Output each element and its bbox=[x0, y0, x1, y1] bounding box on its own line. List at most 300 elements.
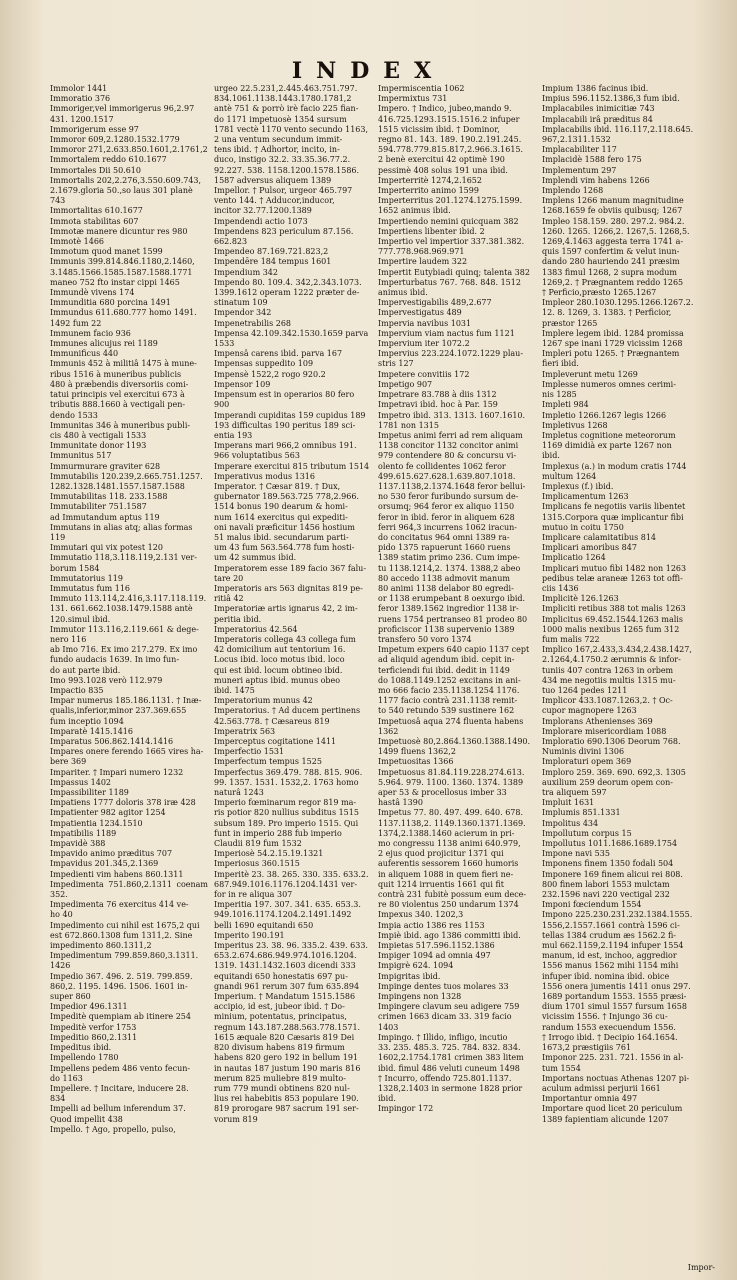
index-line: ritiâ 42 bbox=[214, 594, 244, 604]
index-line: Imperatorium munus 42 bbox=[214, 696, 313, 706]
index-line: Imperatorius 42.564 bbox=[214, 624, 298, 634]
index-line: ruens 1754 pertranseo 81 prodeo 80 bbox=[378, 614, 528, 624]
index-line: Imperatrix 563 bbox=[214, 726, 276, 736]
index-line: Impedimenta 751.860,2.1311 coenam 352. bbox=[50, 879, 208, 900]
index-line: Impatibilis 1189 bbox=[50, 828, 117, 838]
index-line: Impinge dentes tuos molares 33 bbox=[378, 981, 509, 991]
index-line: Impius 596.1152.1386,3 fum ibid. bbox=[542, 94, 680, 104]
index-line: aper 53 & procellosus imber 33 bbox=[378, 788, 507, 798]
index-line: Impensas suppedito 109 bbox=[214, 359, 314, 369]
index-line: pessimè 408 solus 191 una ibid. bbox=[378, 165, 508, 175]
index-line: tuniis 407 contra 1263 in orbem bbox=[542, 665, 674, 675]
index-line: habens 820 gero 192 in bellum 191 bbox=[214, 1053, 359, 1063]
index-line: Impolitus 434 bbox=[542, 818, 599, 828]
index-line: Impenetrabilis 268 bbox=[214, 318, 292, 328]
index-line: Impertit Eutybiadi quinq; talenta 382 bbox=[378, 267, 530, 277]
index-line: Impedimentum 799.859.860,3.1311. bbox=[50, 951, 199, 961]
index-line: 80 animi 1138 delabor 80 egredi- bbox=[378, 583, 514, 593]
index-line: Immundus 611.680.777 homo 1491. bbox=[50, 308, 197, 318]
index-line: naturâ 1243 bbox=[214, 788, 264, 798]
index-line: incitor 32.77.1200.1389 bbox=[214, 206, 312, 216]
index-line: Imperatoris ars 563 dignitas 819 pe- bbox=[214, 583, 363, 593]
index-line: ab Imo 716. Ex imo 217.279. Ex imo bbox=[50, 645, 198, 655]
index-line: quis 1597 confertim & velut inun- bbox=[542, 247, 680, 257]
index-line: Impervium iter 1072.2 bbox=[378, 339, 470, 349]
index-line: Impensâ carens ibid. parva 167 bbox=[214, 349, 343, 359]
index-line: Impluit 1631 bbox=[542, 798, 595, 808]
index-line: merum 825 muliebre 819 multo- bbox=[214, 1073, 346, 1083]
index-line: Imperare exercitui 815 tributum 1514 bbox=[214, 461, 370, 471]
index-line: 1499 fluens 1362,2 bbox=[378, 747, 456, 757]
index-line: 1492 fum 22 bbox=[50, 318, 102, 328]
index-line: crimen 1663 dicam 33. 319 facio bbox=[378, 1012, 512, 1022]
index-line: Impia actio 1386 res 1153 bbox=[378, 920, 485, 930]
index-line: pido 1375 rapuerunt 1660 ruens bbox=[378, 543, 511, 553]
index-line: do 1171 impetuosè 1354 sursum bbox=[214, 114, 347, 124]
index-line: borum 1584 bbox=[50, 563, 100, 573]
index-line: in aliquem 1088 in quem fieri ne- bbox=[378, 869, 514, 879]
index-line: Imperio fœminarum regor 819 ma- bbox=[214, 798, 357, 808]
index-line: Impendo 80. 109.4. 342,2.343.1073. bbox=[214, 277, 362, 287]
index-line: 1374,2.1388.1460 acierum in pri- bbox=[378, 828, 515, 838]
index-line: Implicamentum 1263 bbox=[542, 492, 629, 502]
index-line: 662.823 bbox=[214, 237, 248, 247]
index-line: 1000 malis nexibus 1265 fum 312 bbox=[542, 624, 680, 634]
index-line: Immutor 113.116,2.119.661 & dege- bbox=[50, 624, 199, 634]
index-line: Impelli ad bellum inferendum 37. bbox=[50, 1104, 186, 1114]
index-line: tens ibid. † Adhortor, incito, in- bbox=[214, 145, 340, 155]
index-line: Impertiens libenter ibid. 2 bbox=[378, 226, 485, 236]
index-line: Impervestigabilis 489,2.677 bbox=[378, 298, 492, 308]
index-line: Implorare misericordiam 1088 bbox=[542, 726, 667, 736]
index-line: dendo 1533 bbox=[50, 410, 98, 420]
index-line: 1602,2.1754.1781 crimen 383 litem bbox=[378, 1053, 524, 1063]
index-line: 1673,2 præstigiis 761 bbox=[542, 1043, 632, 1053]
index-line: tuo 1264 pedes 1211 bbox=[542, 685, 628, 695]
index-line: Implacabilis ibid. 116.117,2.118.645. bbox=[542, 124, 694, 134]
index-line: † Perficio,præsto 1265.1267 bbox=[542, 288, 657, 298]
index-line: Implicari mutuo fibi 1482 non 1263 bbox=[542, 563, 687, 573]
index-line: 1689 portandum 1553. 1555 præsi- bbox=[542, 992, 687, 1002]
index-line: Immuto 113.114,2.416,3.117.118.119. bbox=[50, 594, 207, 604]
index-line: Impexus 340. 1202,3 bbox=[378, 910, 464, 920]
index-line: Impertio vel impertior 337.381.382. bbox=[378, 237, 525, 247]
index-line: 193 difficultas 190 peritus 189 sci- bbox=[214, 420, 356, 430]
index-line: Imo 993.1028 verò 112.979 bbox=[50, 675, 163, 685]
index-line: Imperitia 197. 307. 341. 635. 653.3. bbox=[214, 900, 361, 910]
index-line: Immortalis 202,2.276,3.550.609.743, bbox=[50, 175, 202, 185]
index-line: Impono 225.230.231.232.1384.1555. bbox=[542, 910, 693, 920]
page-header: INDEX bbox=[291, 58, 446, 84]
index-line: 834.1061.1138.1443.1780.1781,2 bbox=[214, 94, 352, 104]
index-line: funt in imperio 288 fub imperio bbox=[214, 828, 342, 838]
index-line: 1615 æquale 820 Cæsaris 819 Dei bbox=[214, 1032, 355, 1042]
index-line: proficiscor 1138 supervenio 1389 bbox=[378, 624, 515, 634]
index-line: Immutabilis 120.239,2.665.751.1257. bbox=[50, 471, 203, 481]
index-line: Immotè 1466 bbox=[50, 237, 104, 247]
index-line: Numinis divini 1306 bbox=[542, 747, 625, 757]
index-line: Imperturbatus 767. 768. 848. 1512 bbox=[378, 277, 521, 287]
index-line: 1138 concitor 1132 concitor animi bbox=[378, 441, 519, 451]
index-line: vicissim 1556. † Injungo 36 cu- bbox=[542, 1012, 668, 1022]
index-line: Impigrè 624. 1094 bbox=[378, 961, 454, 971]
index-line: † Irrogo ibid. † Decipio 164.1654. bbox=[542, 1032, 678, 1042]
index-line: Impar numerus 185.186.1131. † Inæ- bbox=[50, 696, 202, 706]
index-line: gnandi 961 rerum 307 fum 635.894 bbox=[214, 981, 360, 991]
index-line: 1389 fapientiam alicunde 1207 bbox=[542, 1114, 669, 1124]
index-line: ris potior 820 nullius subditus 1515 bbox=[214, 808, 359, 818]
index-line: animus ibid. bbox=[378, 288, 428, 298]
index-line: Impedior 496.1311 bbox=[50, 1002, 128, 1012]
index-line: Impedimento cui nihil est 1675,2 qui bbox=[50, 920, 200, 930]
index-line: Immoriger,vel immorigerus 96,2.97 bbox=[50, 104, 195, 114]
index-line: Impensa 42.109.342.1530.1659 parva bbox=[214, 328, 369, 338]
index-line: Implicitus 69.452.1544.1263 malis bbox=[542, 614, 683, 624]
index-line: 594.778.779.815.817,2.966.3.1615. bbox=[378, 145, 524, 155]
index-line: Immorigerum esse 97 bbox=[50, 124, 139, 134]
index-line: Impleri potu 1265. † Prægnantem bbox=[542, 349, 680, 359]
index-line: Impetravi ibid. hoc à Par. 159 bbox=[378, 400, 498, 410]
index-line: 819 prorogare 987 sacrum 191 ser- bbox=[214, 1104, 359, 1114]
index-line: olento fe collidentes 1062 feror bbox=[378, 461, 506, 471]
index-line: 1268.1659 fe obviis quibusq; 1267 bbox=[542, 206, 683, 216]
index-line: ibid. bbox=[542, 451, 560, 461]
index-line: ad aliquid agendum ibid. cepit in- bbox=[378, 655, 515, 665]
index-line: Implicari amoribus 847 bbox=[542, 543, 637, 553]
index-line: Implacabiles inimicitiæ 743 bbox=[542, 104, 655, 114]
index-line: 979 contendere 80 & concursu vi- bbox=[378, 451, 517, 461]
index-line: Impleor 280.1030.1295.1266.1267.2. bbox=[542, 298, 694, 308]
index-line: 42 domicilium aut tentorium 16. bbox=[214, 645, 346, 655]
index-line: Impervestigatus 489 bbox=[378, 308, 462, 318]
index-line: Imparatus 506.862.1414.1416 bbox=[50, 737, 174, 746]
index-line: or 1138 erumpebant 8 oexurgo ibid. bbox=[378, 594, 526, 604]
index-line: Implicor 433.1087.1263,2. † Oc- bbox=[542, 696, 673, 706]
index-line: re 80 violentus 250 undarum 1374 bbox=[378, 900, 519, 910]
index-line: Impeditio 860,2.1311 bbox=[50, 1032, 138, 1042]
index-line: Impetuosus 81.84.119.228.274.613. bbox=[378, 767, 525, 777]
index-line: 1267 spe inani 1729 vicissim 1268 bbox=[542, 339, 683, 349]
index-line: Implorans Athenienses 369 bbox=[542, 716, 653, 726]
index-line: Immunditia 680 porcina 1491 bbox=[50, 298, 171, 308]
index-line: ad Immutandum aptus 119 bbox=[50, 512, 160, 522]
index-line: regno 81. 143. 189. 190.2.191.245. bbox=[378, 135, 522, 145]
index-line: fundo audacis 1639. In imo fun- bbox=[50, 655, 180, 665]
index-line: ho 40 bbox=[50, 910, 73, 920]
index-line: Impigritas ibid. bbox=[378, 971, 441, 981]
index-line: Immunis 452 à militiâ 1475 à mune- bbox=[50, 359, 197, 369]
index-line: 1781 vectè 1170 vento secundo 1163, bbox=[214, 124, 369, 134]
index-line: qualis,inferior,minor 237.369.655 bbox=[50, 706, 187, 716]
index-columns bbox=[50, 84, 700, 1274]
index-line: Immutans in alias atq; alias formas bbox=[50, 522, 193, 532]
index-line: nero 116 bbox=[50, 634, 87, 644]
index-line: antè 751 & porrò irè facio 225 fian- bbox=[214, 104, 359, 114]
index-line: vorum 819 bbox=[214, 1114, 258, 1124]
index-line: Impendens 823 periculum 87.156. bbox=[214, 226, 354, 236]
index-line: Impatienter 982 agitor 1254 bbox=[50, 808, 166, 818]
index-line: Impervium viam nactus fum 1121 bbox=[378, 328, 515, 338]
index-line: mo congressu 1138 animi 640.979, bbox=[378, 839, 521, 849]
index-line: Impiè ibid. ago 1386 committi ibid. bbox=[378, 930, 521, 940]
index-line: Impleti 984 bbox=[542, 400, 589, 410]
index-line: 1781 non 1315 bbox=[378, 420, 439, 430]
index-line: muneri aptus ibid. munus obeo bbox=[214, 675, 341, 685]
index-line: Impetum expers 640 capio 1137 cept bbox=[378, 645, 530, 655]
index-column-1 bbox=[50, 84, 208, 1274]
index-line: Immoror 271,2.633.850.1601,2.1761,2 bbox=[50, 145, 208, 155]
index-line: Imperterritè 1274,2.1652 bbox=[378, 175, 482, 185]
index-line: ibid. 1475 bbox=[214, 685, 255, 695]
index-line: Immutabilitas 118. 233.1588 bbox=[50, 492, 168, 502]
index-line: 499.615.627.628.1.639.807.1018. bbox=[378, 471, 516, 481]
index-line: Imperator. † Cæsar 819. † Dux, bbox=[214, 481, 341, 491]
index-line: 5.964. 979. 1100. 1360. 1374. 1389 bbox=[378, 777, 524, 787]
index-line: Implendo 1268 bbox=[542, 186, 604, 196]
index-line: 653.2.674.686.949.974.1016.1204. bbox=[214, 951, 357, 961]
index-line: 777.778.968.969.971 bbox=[378, 247, 465, 257]
index-line: for in re aliqua 307 bbox=[214, 890, 293, 900]
index-line: Imperiosè 54.2.15.19.1321 bbox=[214, 849, 324, 859]
index-line: maneo 752 fto instar cippi 1465 bbox=[50, 277, 180, 287]
index-line: Impingor 172 bbox=[378, 1104, 434, 1114]
index-line: Impellere. † Incitare, inducere 28. bbox=[50, 1083, 189, 1093]
index-line: Impeditè verfor 1753 bbox=[50, 1022, 137, 1032]
index-line: Implendi vim habens 1266 bbox=[542, 175, 650, 185]
index-line: Claudii 819 fum 1532 bbox=[214, 839, 302, 849]
index-line: 1319. 1431.1432.1603 dicendi 333 bbox=[214, 961, 356, 971]
index-line: 834 bbox=[50, 1094, 66, 1104]
index-line: 1169 dimidià ex parte 1267 non bbox=[542, 441, 672, 451]
index-line: 416.725.1293.1515.1516.2 infuper bbox=[378, 114, 520, 124]
index-line: Impavidè 388 bbox=[50, 839, 106, 849]
index-line: 1514 bonus 190 dearum & homi- bbox=[214, 502, 348, 512]
index-line: Impingo. † Illido, infligo, incutio bbox=[378, 1032, 508, 1042]
index-line: Immutabiliter 751.1587 bbox=[50, 502, 147, 512]
index-line: Impedimenta 76 exercitus 414 ve- bbox=[50, 900, 189, 910]
index-line: Imperativus modus 1316 bbox=[214, 471, 315, 481]
index-line: Implexus (a.) in modum cratis 1744 bbox=[542, 461, 687, 471]
index-line: Impermiscentia 1062 bbox=[378, 84, 465, 93]
index-line: Immortales Dii 50.610 bbox=[50, 165, 141, 175]
index-line: tu 1138.1214,2. 1374. 1388,2 abeo bbox=[378, 563, 521, 573]
index-line: minium, potentatus, principatus, bbox=[214, 1012, 347, 1022]
index-line: Immotum quod manet 1599 bbox=[50, 247, 163, 257]
index-line: Impletivus 1268 bbox=[542, 420, 608, 430]
index-line: 1315.Corpora quæ implicantur fibi bbox=[542, 512, 684, 522]
index-line: Implacabili irâ præditus 84 bbox=[542, 114, 653, 124]
index-line: Impeditus ibid. bbox=[50, 1043, 112, 1053]
index-line: Imploraturi opem 369 bbox=[542, 757, 632, 767]
index-line: Impermixtus 731 bbox=[378, 94, 448, 104]
index-line: Imponere 169 finem alicui rei 808. bbox=[542, 869, 683, 879]
index-line: Impendium 342 bbox=[214, 267, 278, 277]
index-line: Imparatè 1415.1416 bbox=[50, 726, 133, 736]
index-line: Implesse numeros omnes cerimi- bbox=[542, 379, 676, 389]
index-line: Impingens non 1328 bbox=[378, 992, 462, 1002]
index-line: Impensum est in operarios 80 fero bbox=[214, 390, 355, 400]
index-line: 80 accedo 1138 admovit manum bbox=[378, 573, 510, 583]
index-line: Impleo 158.159. 280. 297.2. 984.2. bbox=[542, 216, 685, 226]
index-line: Impetere convitiis 172 bbox=[378, 369, 470, 379]
index-line: 743 bbox=[50, 196, 66, 206]
index-line: Immutatus fum 116 bbox=[50, 583, 130, 593]
index-line: Immunificus 440 bbox=[50, 349, 119, 359]
index-line: Implicitè 126.1263 bbox=[542, 594, 619, 604]
index-line: 2.1264,4.1750.2 ærumnis & infor- bbox=[542, 655, 681, 665]
index-line: 2.1679.gloria 50.,so laus 301 planè bbox=[50, 186, 193, 196]
index-line: Immunitus 517 bbox=[50, 451, 112, 461]
index-line: 1426 bbox=[50, 961, 71, 971]
index-line: Implicare calamitatibus 814 bbox=[542, 532, 657, 542]
index-line: mutuo in coitu 1750 bbox=[542, 522, 624, 532]
index-line: ibid. fimul 486 veluti cuneum 1498 bbox=[378, 1063, 520, 1073]
index-line: 1389 statim primo 236. Cum impe- bbox=[378, 553, 520, 563]
index-line: Impervius 223.224.1072.1229 plau- bbox=[378, 349, 524, 359]
index-line: 949.1016.1174.1204.2.1491.1492 bbox=[214, 910, 352, 920]
index-line: 1515 vicissim ibid. † Dominor, bbox=[378, 124, 500, 134]
index-line: 1383 fimul 1268, 2 supra modum bbox=[542, 267, 677, 277]
index-line: Impetuositas 1366 bbox=[378, 757, 454, 767]
index-line: rum 779 mundi obtinens 820 nul- bbox=[214, 1083, 350, 1093]
index-line: Imperiosus 360.1515 bbox=[214, 859, 300, 869]
index-line: 1556 manus 1562 mihi 1154 mihi bbox=[542, 961, 679, 971]
index-line: um 43 fum 563.564.778 fum hosti- bbox=[214, 543, 355, 553]
index-line: orsumq; 964 feror ex aliquo 1150 bbox=[378, 502, 515, 512]
index-line: 900 bbox=[214, 400, 230, 410]
index-line: tum 1554 bbox=[542, 1063, 581, 1073]
index-line: Implicans fe negotiis variis libentet bbox=[542, 502, 686, 512]
index-line: 2 ejus quod projicitur 1371 qui bbox=[378, 849, 504, 859]
index-line: 119 bbox=[50, 532, 66, 542]
index-line: Immutatio 118,3.118.119,2.131 ver- bbox=[50, 553, 197, 563]
index-line: Impensè 1522,2 rogo 920.2 bbox=[214, 369, 326, 379]
index-line: ribus 1516 à muneribus publicis bbox=[50, 369, 182, 379]
index-line: tra aliquem 597 bbox=[542, 788, 607, 798]
index-line: Imperfectio 1531 bbox=[214, 747, 285, 757]
index-line: 1403 bbox=[378, 1022, 399, 1032]
index-line: Immutari qui vix potest 120 bbox=[50, 543, 163, 553]
index-line: belli 1690 equitandi 650 bbox=[214, 920, 314, 930]
index-line: fieri ibid. bbox=[542, 359, 579, 369]
index-line: Impendendi actio 1073 bbox=[214, 216, 308, 226]
index-line: 687.949.1016.1176.1204.1431 ver- bbox=[214, 879, 358, 889]
index-line: Immota stabilitas 607 bbox=[50, 216, 139, 226]
index-line: auferentis sessorem 1660 humoris bbox=[378, 859, 519, 869]
index-line: num 1614 exercitus qui expediti- bbox=[214, 512, 348, 522]
index-line: Imperterrito animo 1599 bbox=[378, 186, 479, 196]
index-line: ibid. bbox=[378, 1094, 396, 1104]
index-line: Impatiens 1777 doloris 378 iræ 428 bbox=[50, 798, 196, 808]
index-line: 1556 onera jumentis 1411 onus 297. bbox=[542, 981, 691, 991]
index-line: Impervia navibus 1031 bbox=[378, 318, 472, 328]
index-line: aculum admissi perjurii 1661 bbox=[542, 1083, 661, 1093]
index-line: vento 144. † Adducor,inducor, bbox=[214, 196, 335, 206]
index-line: 120.simul ibid. bbox=[50, 614, 111, 624]
index-line: 1362 bbox=[378, 726, 399, 736]
index-line: mul 662.1159,2.1194 infuper 1554 bbox=[542, 941, 684, 951]
index-line: Immunem facio 936 bbox=[50, 328, 131, 338]
index-line: Immunes alicujus rei 1189 bbox=[50, 339, 158, 349]
index-line: in nautas 187 justum 190 maris 816 bbox=[214, 1063, 361, 1073]
index-line: subsum 189. Pro imperio 1515. Qui bbox=[214, 818, 359, 828]
index-line: Impassus 1402 bbox=[50, 777, 112, 787]
index-line: Immoratio 376 bbox=[50, 94, 111, 104]
index-line: Impassibiliter 1189 bbox=[50, 788, 129, 798]
index-line: Impello. † Ago, propello, pulso, bbox=[50, 1124, 176, 1134]
index-line: tatui principis vel exercitui 673 à bbox=[50, 390, 185, 400]
index-line: 1177 facio contrà 231.1138 remit- bbox=[378, 696, 518, 706]
index-line: Impatientia 1234.1510 bbox=[50, 818, 143, 828]
index-line: præstor 1265 bbox=[542, 318, 598, 328]
index-line: Immunitas 346 à muneribus publi- bbox=[50, 420, 191, 430]
index-line: no 530 feror furibundo sursum de- bbox=[378, 492, 519, 502]
index-line: Impium 1386 facinus ibid. bbox=[542, 84, 649, 93]
index-line: feror in ibid. feror in aliquem 628 bbox=[378, 512, 515, 522]
index-line: cupor magnopere 1263 bbox=[542, 706, 637, 716]
index-line: Impero. † Indico, jubeo,mando 9. bbox=[378, 104, 512, 114]
index-line: regnum 143.187.288.563.778.1571. bbox=[214, 1022, 361, 1032]
index-line: terficiendi fui ibid. dedit in 1149 bbox=[378, 665, 510, 675]
index-line: super 860 bbox=[50, 992, 91, 1002]
index-line: Impetrare 83.788 à diis 1312 bbox=[378, 390, 497, 400]
index-line: Immolor 1441 bbox=[50, 84, 108, 93]
index-line: accipio, id est, jubeor ibid. † Do- bbox=[214, 1002, 345, 1012]
index-line: transfero 50 voro 1374 bbox=[378, 634, 472, 644]
index-line: Imponor 225. 231. 721. 1556 in al- bbox=[542, 1053, 684, 1063]
index-line: Impetuosâ aqua 274 fluenta habens bbox=[378, 716, 524, 726]
index-line: Implacabiliter 117 bbox=[542, 145, 617, 155]
index-line: Imperfectum tempus 1525 bbox=[214, 757, 322, 767]
index-line: cis 480 à vectigali 1533 bbox=[50, 430, 147, 440]
index-line: Immortalem reddo 610.1677 bbox=[50, 155, 167, 165]
index-line: Impetus animi ferri ad rem aliquam bbox=[378, 430, 523, 440]
index-line: Impleverunt metu 1269 bbox=[542, 369, 638, 379]
index-line: nis 1285 bbox=[542, 390, 577, 400]
index-line: Impares onere ferendo 1665 vires ha- bbox=[50, 747, 204, 757]
index-line: 1556,2.1557.1661 contrà 1596 ci- bbox=[542, 920, 680, 930]
index-line: pedibus telæ araneæ 1263 tot offi- bbox=[542, 573, 683, 583]
index-line: bere 369 bbox=[50, 757, 87, 767]
index-line: 131. 661.662.1038.1479.1588 antè bbox=[50, 604, 193, 614]
index-line: Implexus (f.) ibid. bbox=[542, 481, 614, 491]
index-line: 1652 animus ibid. bbox=[378, 206, 451, 216]
index-line: ferri 964,3 incurrens 1062 iracun- bbox=[378, 522, 517, 532]
index-line: Immoror 609,2.1280.1532.1779 bbox=[50, 135, 180, 145]
index-line: randum 1553 execuendum 1556. bbox=[542, 1022, 676, 1032]
index-line: dando 280 hauriendo 241 præsim bbox=[542, 257, 680, 267]
index-line: Impollutum corpus 15 bbox=[542, 828, 632, 838]
index-line: do 1088.1149.1252 excitans in ani- bbox=[378, 675, 521, 685]
index-line: Implicatio 1264 bbox=[542, 553, 606, 563]
index-line: Impendēre 184 tempus 1601 bbox=[214, 257, 332, 267]
index-line: Implere legem ibid. 1284 promissa bbox=[542, 328, 684, 338]
index-line: um 42 summus ibid. bbox=[214, 553, 297, 563]
index-line: feror 1389.1562 ingredior 1138 ir- bbox=[378, 604, 519, 614]
index-column-2 bbox=[214, 84, 372, 1274]
index-line: Immutatorius 119 bbox=[50, 573, 123, 583]
index-line: Impedienti vim habens 860.1311 bbox=[50, 869, 184, 879]
index-line: Imperatoris collega 43 collega fum bbox=[214, 634, 356, 644]
index-line: Impavido animo præditus 707 bbox=[50, 849, 173, 859]
index-line: Immunitate donor 1193 bbox=[50, 441, 147, 451]
index-line: Impletus cognitione meteororum bbox=[542, 430, 676, 440]
index-line: Implumis 851.1331 bbox=[542, 808, 621, 818]
index-line: 3.1485.1566.1585.1587.1588.1771 bbox=[50, 267, 193, 277]
index-line: mo 666 facio 235.1138.1254 1176. bbox=[378, 685, 520, 695]
index-line: Implacidè 1588 fero 175 bbox=[542, 155, 642, 165]
index-line: Imploratio 690.1306 Deorum 768. bbox=[542, 737, 681, 746]
